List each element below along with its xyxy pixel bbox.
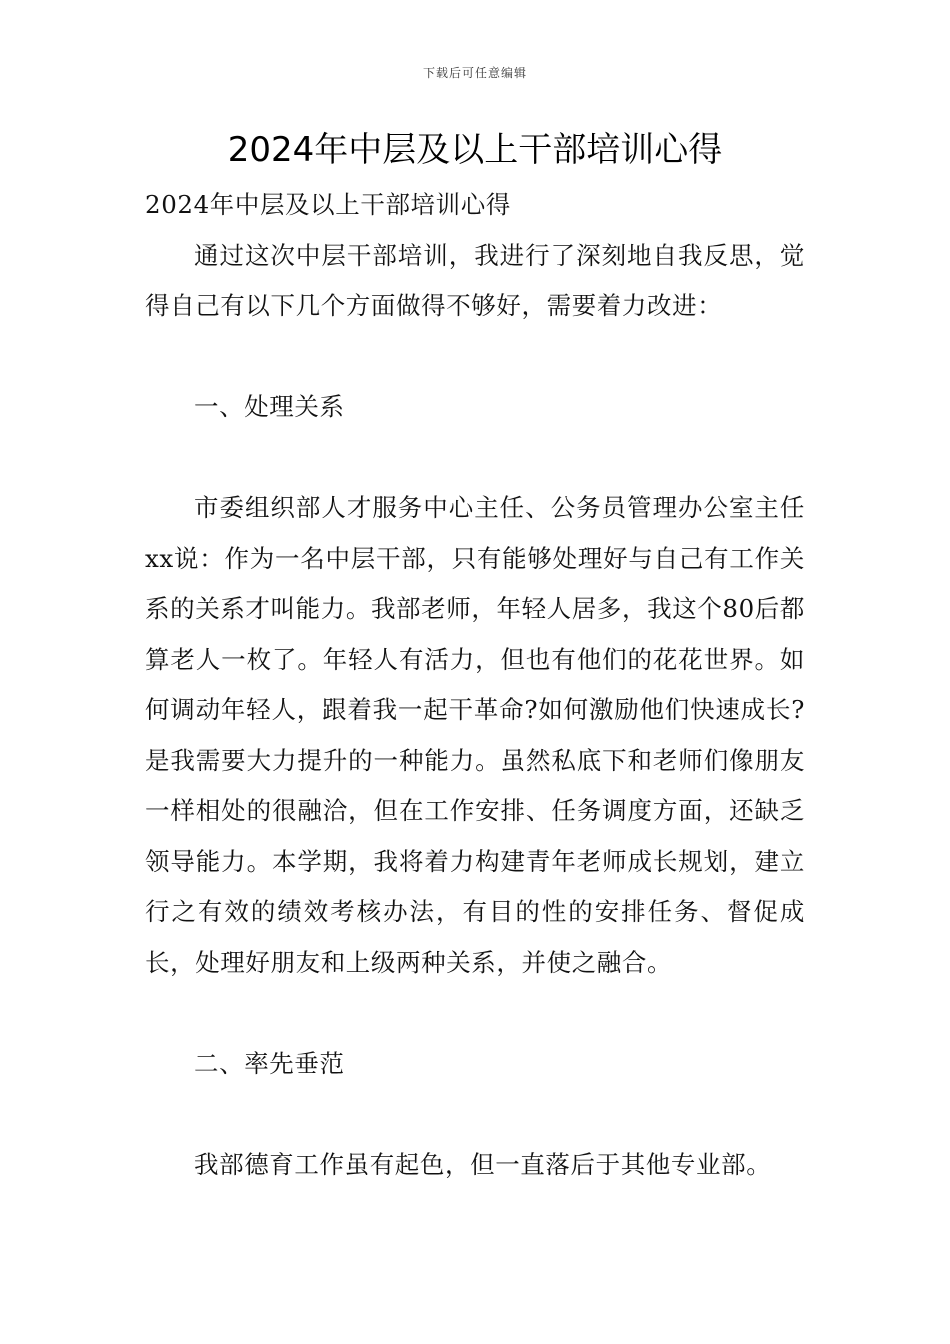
document-title: 2024年中层及以上干部培训心得 xyxy=(227,130,723,170)
section-heading-1: 一、处理关系 xyxy=(194,392,345,421)
paragraph-gap xyxy=(145,433,805,484)
section-heading-2: 二、率先垂范 xyxy=(194,1048,345,1078)
paragraph-gap xyxy=(145,1089,805,1140)
paragraph-gap xyxy=(145,332,805,383)
document-body xyxy=(145,180,805,1190)
header-note: 下载后可任意编辑 xyxy=(422,66,527,80)
section-1-paragraph: 市委组织部人才服务中心主任、公务员管理办公室主任xx说：作为一名中层干部，只有能够处理好与自己有工作关系的关系才叫能力。我部老师，年轻人居多，我这个80后都算老人一枚了。年轻人有活力，但也有他们的花花世界。如何调动年轻人，跟着我一起干革命?如何激励他们快速成长?是我需要大力提升的一种能力。虽然私底下和老师们像朋友一样相处的很融洽，但在工作安排、任务调度方面，还缺乏领导能力。本学期，我将着力构建青年老师成长规划，建立行之有效的绩效考核办法，有目的性的安排任务、督促成长，处理好朋友和上级两种关系，并使之融合。 xyxy=(145,493,805,977)
section-2-paragraph: 我部德育工作虽有起色，但一直落后于其他专业部。 xyxy=(194,1149,772,1179)
paragraph-gap xyxy=(145,988,805,1039)
intro-paragraph: 通过这次中层干部培训，我进行了深刻地自我反思，觉得自己有以下几个方面做得不够好，需要着力改进： xyxy=(145,240,805,320)
document-subtitle: 2024年中层及以上干部培训心得 xyxy=(145,190,511,219)
